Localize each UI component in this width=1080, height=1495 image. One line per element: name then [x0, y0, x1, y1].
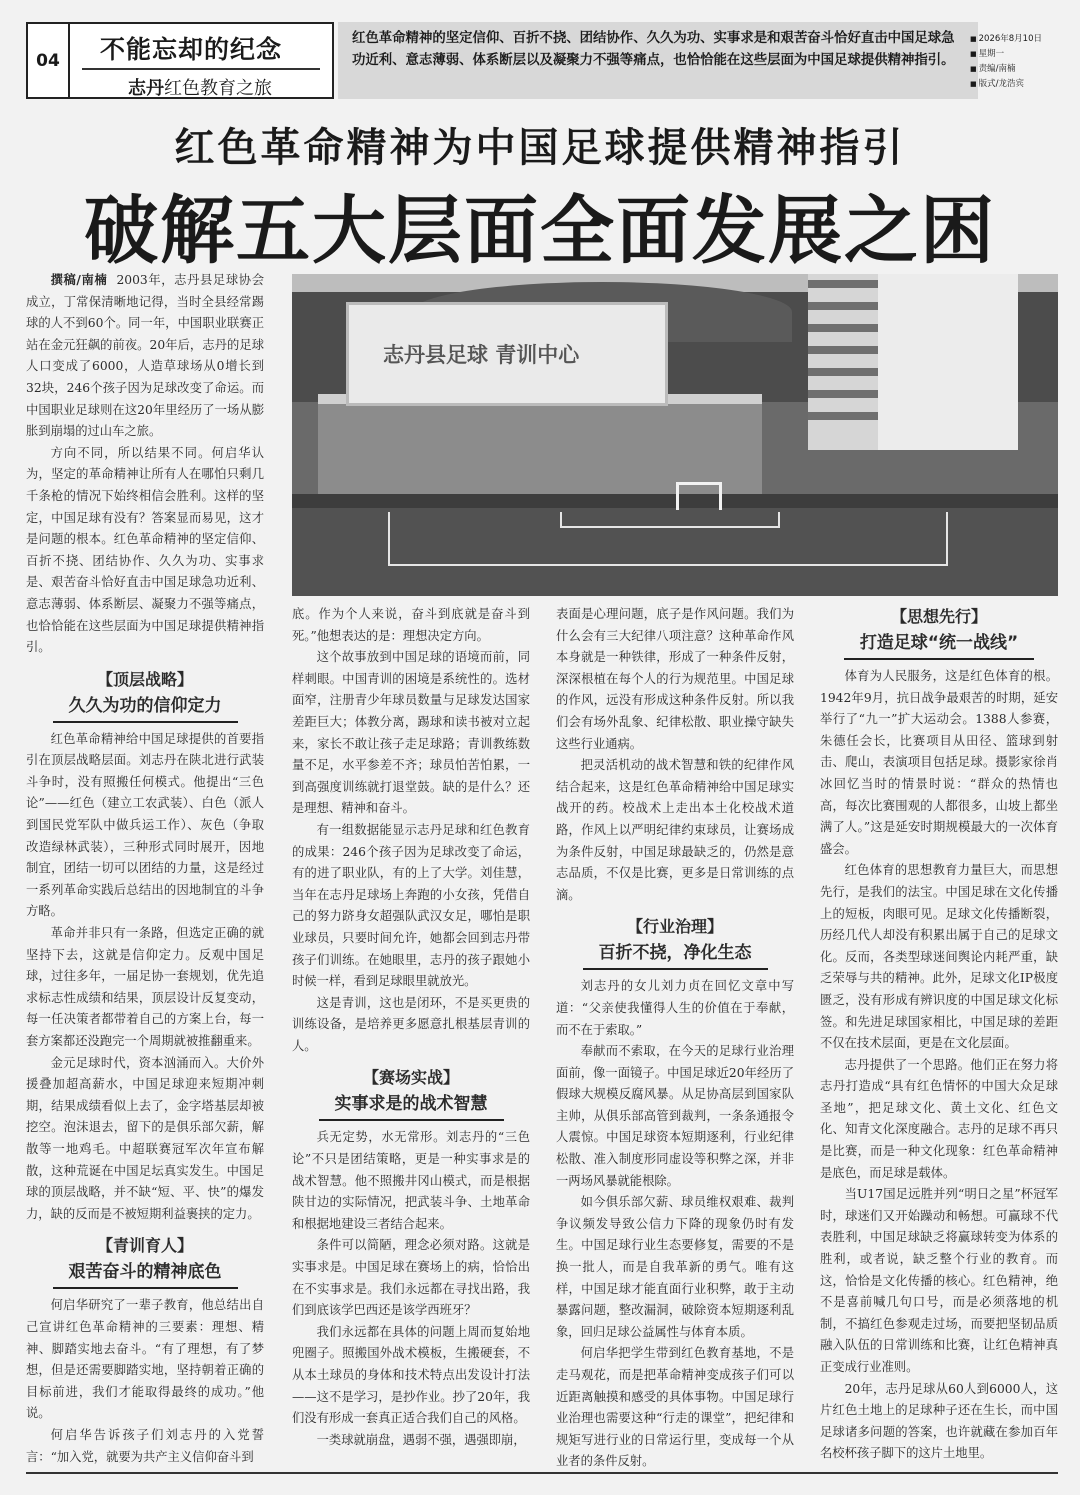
- goal-frame: [676, 482, 722, 510]
- goal-box-line: [560, 512, 780, 528]
- issue-layout: ■ 版式/龙浩宾: [970, 77, 1060, 92]
- col3-paragraph: 奉献而不索取，在今天的足球行业治理面前，像一面镜子。中国足球近20年经历了假球大规模反腐风暴。从足协高层到国家队主帅，从俱乐部高管到裁判，一条条通报令人震惊。中国足球资本短期逐利，行业纪律松散、准入制度形同虚设等积弊之深，并非一两场风暴就能根除。: [556, 1044, 794, 1188]
- issue-weekday: ■ 星期一: [970, 47, 1060, 62]
- column-subtitle: [128, 74, 272, 100]
- col3-paragraph: 如今俱乐部欠薪、球员维权艰难、裁判争议频发导致公信力下降的现象仍时有发生。中国足球行业生态要修复，需要的不是换一批人，而是自我革新的勇气。唯有这样，中国足球才能直面行业积弊，敢于主动暴露问题，整改漏洞，破除资本短期逐利乱象，回归足球公益属性与体育本质。: [556, 1195, 794, 1339]
- col3-paragraph: 把灵活机动的战术智慧和铁的纪律作风结合起来，这是红色革命精神给中国足球实战开的药。校战术上走出本土化校战术道路，作风上以严明纪律约束球员，让赛场成为条件反射，中国足球最缺乏的，仍然是意志品质，不仅是比赛，更多是日常训练的点滴。: [556, 758, 794, 902]
- column-subtitle-bold: 志丹: [128, 78, 164, 99]
- page-header: [26, 22, 1058, 99]
- col1-paragraph: 革命并非只有一条路，但选定正确的就坚持下去，这就是信仰定力。反观中国足球，过往多年，一届足协一套规划，优先追求标志性成绩和结果，顶层设计反复变动，每一任决策者都带着自己的方案上台，每一套方案都还没跑完一个周期就被推翻重来。: [26, 926, 264, 1048]
- section-title: 百折不挠，净化生态: [583, 940, 768, 970]
- col4-paragraph: 志丹提供了一个思路。他们正在努力将志丹打造成“具有红色情怀的中国大众足球圣地”，把足球文化、黄土文化、红色文化、知青文化深度融合。志丹的足球不再只是比赛，而是一种文化现象：红色革命精神是底色，而足球是载体。: [820, 1057, 1058, 1180]
- issue-date: ■ 2026年8月10日: [970, 32, 1060, 47]
- column-title: 不能忘却的纪念: [100, 35, 283, 64]
- photo-tower-windows: [808, 280, 878, 430]
- col2-paragraph: 这个故事放到中国足球的语境而前，同样刺眼。中国青训的困境是系统性的。选材面窄，注册青少年球员数量与足球发达国家差距巨大；体教分离，踢球和读书被对立起来，家长不敢让孩子走足球路；青训教练数量不足，水平参差不齐；球员怕苦怕累，一到高强度训练就打退堂鼓。缺的是什么？还是理想、精神和奋斗。: [292, 650, 530, 816]
- section-tag: 【赛场实战】: [362, 1068, 459, 1088]
- photo-tower-side: [878, 274, 1018, 450]
- section-title: 久久为功的信仰定力: [53, 693, 238, 723]
- photo-fence: [292, 494, 1058, 508]
- col1-paragraph: 何启华研究了一辈子教育，他总结出自己宣讲红色革命精神的三要素：理想、精神、脚踏实地去奋斗。“有了理想，有了梦想，但是还需要脚踏实地，坚持朝着正确的目标前进，我们才能取得最终的成功。”他说。: [26, 1298, 264, 1421]
- col2-paragraph: 底。作为个人来说，奋斗到底就是奋斗到死。”他想表达的是：理想决定方向。: [292, 607, 530, 643]
- column-title-rule: [82, 68, 320, 70]
- col2-paragraph: 我们永远都在具体的问题上周而复始地兜圈子。照搬国外战术模板，生搬硬套，不从本土球员的身体和技术特点出发设计打法——这不是学习，是抄作业。抄了20年，我们没有形成一套真正适合我们自己的风格。: [292, 1324, 530, 1426]
- col3-paragraph: 刘志丹的女儿刘力贞在回忆文章中写道：“父亲使我懂得人生的价值在于奉献，而不在于索取。”: [556, 979, 794, 1037]
- lead-summary: 红色革命精神的坚定信仰、百折不挠、团结协作、久久为功、实事求是和艰苦奋斗恰好直击中国足球急功近利、意志薄弱、体系断层以及凝聚力不强等痛点，也恰恰能在这些层面为中国足球提供精神指引。: [338, 22, 978, 99]
- section-tag: 【顶层战略】: [96, 669, 193, 689]
- col4-paragraph: 20年，志丹足球从60人到6000人，这片红色土地上的足球种子还在生长，而中国足球诸多问题的答案，也许就藏在参加百年名校杯孩子脚下的这片土地里。: [820, 1381, 1058, 1461]
- issue-editor: ■ 责编/南楠: [970, 62, 1060, 77]
- col1-paragraph: 红色革命精神给中国足球提供的首要指引在顶层战略层面。刘志丹在陕北进行武装斗争时，没有照搬任何模式。他提出“三色论”——红色（建立工农武装）、白色（派人到国民党军队中做兵运工作）、灰色（争取改造绿林武装），三种形式同时展开，因地制宜，团结一切可以团结的力量，这是经过一系列革命实践后总结出的因地制宜的斗争方略。: [26, 731, 264, 919]
- page-number: 04: [26, 22, 70, 99]
- section-title: 打造足球“统一战线”: [844, 630, 1034, 660]
- col4-paragraph: 当U17国足远胜并列“明日之星”杯冠军时，球迷们又开始躁动和畅想。可赢球不代表胜利，中国足球缺乏将赢球转变为体系的胜利，或者说，缺乏整个行业的教育。而这，恰恰是文化传播的核心。红色精神，绝不是喜前喊几句口号，而是必须落地的机制，不搞红色参观走过场，而要把坚韧品质融入队伍的日常训练和比赛，让红色精神真正变成行业准则。: [820, 1187, 1058, 1374]
- column-1: [26, 270, 264, 1468]
- billboard-text: 志丹县足球 青训中心: [383, 343, 580, 367]
- headline-line1: 红色革命精神为中国足球提供精神指引: [174, 125, 906, 171]
- column-4: [820, 604, 1058, 1465]
- training-center-photo: [292, 274, 1058, 596]
- section-heading: [820, 604, 1058, 660]
- section-tag: 【青训育人】: [96, 1236, 193, 1256]
- section-heading: [556, 914, 794, 970]
- col2-paragraph: 条件可以简陋，理念必须对路。这就是实事求是。中国足球在赛场上的病，恰恰出在不实事求是。我们永远都在寻找出路，我们到底该学巴西还是该学西班牙？: [292, 1238, 530, 1318]
- col2-paragraph: 有一组数据能显示志丹足球和红色教育的成果：246个孩子因为足球改变了命运，有的进了职业队，有的上了大学。刘佳慧，当年在志丹足球场上奔跑的小女孩，凭借自己的努力跻身女超强队武汉女足，哪怕是职业球员，只要时间允许，她都会回到志丹带孩子们训练。在她眼里，志丹的孩子跟她小时候一样，看到足球眼里就放光。: [292, 822, 530, 989]
- col4-paragraph: 红色体育的思想教育力量巨大，而思想先行，是我们的法宝。中国足球在文化传播上的短板，肉眼可见。足球文化传播断裂，历经几代人却没有积累出属于自己的足球文化。反而，各类型球迷间舆论内耗严重，缺乏荣辱与共的精神。此外，足球文化IP极度匮乏，没有形成有辨识度的中国足球文化标签。和先进足球国家相比，中国足球的差距不仅在技术层面，更是在文化层面。: [820, 863, 1058, 1051]
- section-heading: [26, 667, 264, 723]
- issue-meta: [970, 32, 1060, 92]
- bottom-rule: [26, 1472, 1058, 1474]
- headline-line2: 破解五大层面全面发展之困: [84, 188, 996, 274]
- section-heading: [26, 1233, 264, 1289]
- photo-billboard: [346, 302, 668, 406]
- col2-paragraph: 兵无定势，水无常形。刘志丹的“三色论”不只是团结策略，更是一种实事求是的战术智慧。他不照搬井冈山模式，而是根据陕甘边的实际情况，把武装斗争、土地革命和根据地建设三者结合起来。: [292, 1130, 530, 1231]
- column-subtitle-text: 红色教育之旅: [164, 78, 272, 99]
- section-title: 艰苦奋斗的精神底色: [53, 1259, 238, 1289]
- col3-paragraph: 何启华把学生带到红色教育基地，不是走马观花，而是把革命精神变成孩子们可以近距离触摸和感受的具体事物。中国足球行业治理也需要这种“行走的课堂”，把纪律和规矩写进行业的日常运行里，变成每一个从业者的条件反射。: [556, 1346, 794, 1469]
- col1-paragraph: 方向不同，所以结果不同。何启华认为，坚定的革命精神让所有人在哪怕只剩几千条枪的情况下始终相信会胜利。这样的坚定，中国足球有没有？答案显而易见，这才是问题的根本。红色革命精神的坚定信仰、百折不挠、团结协作、久久为功、实事求是、艰苦奋斗恰好直击中国足球急功近利、意志薄弱、体系断层、凝聚力不强等痛点，也恰恰能在这些层面为中国足球提供精神指引。: [26, 445, 264, 655]
- col2-paragraph: 一类球就崩盘，遇弱不强，遇强即崩，: [316, 1432, 526, 1447]
- section-tag: 【思想先行】: [890, 607, 987, 626]
- col1-paragraph: 2003年，志丹县足球协会成立，丁常保清晰地记得，当时全县经常踢球的人不到60个。同一年，中国职业联赛正站在金元狂飙的前夜。20年后，志丹的足球人口变成了6000，人造草球场从0增长到32块，246个孩子因为足球改变了命运。而中国职业足球则在这20年里经历了一场从膨胀到崩塌的过山车之旅。: [26, 273, 264, 439]
- col2-paragraph: 这是青训，这也是闭环，不是买更贵的训练设备，是培养更多愿意扎根基层青训的人。: [292, 995, 530, 1053]
- section-title: 实事求是的战术智慧: [319, 1091, 504, 1121]
- col4-paragraph: 体育为人民服务，这是红色体育的根。1942年9月，抗日战争最艰苦的时期，延安举行了“九一”扩大运动会。1388人参赛，朱德任会长，比赛项目从田径、篮球到射击、爬山，表演项目包括足球。摄影家徐肖冰回忆当时的情景时说：“群众的热情也高，每次比赛围观的人都很多，山坡上都坐满了人。”这是延安时期规模最大的一次体育盛会。: [820, 669, 1058, 856]
- byline: 撰稿/南楠: [50, 273, 108, 287]
- col3-paragraph: 表面是心理问题，底子是作风问题。我们为什么会有三大纪律八项注意？这种革命作风本身就是一种铁律，形成了一种条件反射，深深根植在每个人的行为规范里。中国足球的作风，远没有形成这种条件反射。所以我们会有场外乱象、纪律松散、职业操守缺失这些行业通病。: [556, 607, 794, 751]
- col1-paragraph: 金元足球时代，资本汹涌而入。大价外援叠加超高薪水，中国足球迎来短期冲刺期，结果成绩看似上去了，金字塔基层却被挖空。泡沫退去，留下的是俱乐部欠薪，解散等一地鸡毛。中超联赛冠军次年宣布解散，这种荒诞在中国足坛真实发生。中国足球的顶层战略，并不缺“短、平、快”的爆发力，缺的反而是不被短期利益裹挟的定力。: [26, 1055, 264, 1221]
- section-heading: [292, 1065, 530, 1121]
- section-tag: 【行业治理】: [626, 917, 723, 937]
- column-3: [556, 604, 794, 1473]
- column-nameplate: [70, 22, 334, 99]
- col1-paragraph: 何启华告诉孩子们刘志丹的入党誓言：“加入党，就要为共产主义信仰奋斗到: [26, 1427, 264, 1464]
- column-2: [292, 604, 530, 1451]
